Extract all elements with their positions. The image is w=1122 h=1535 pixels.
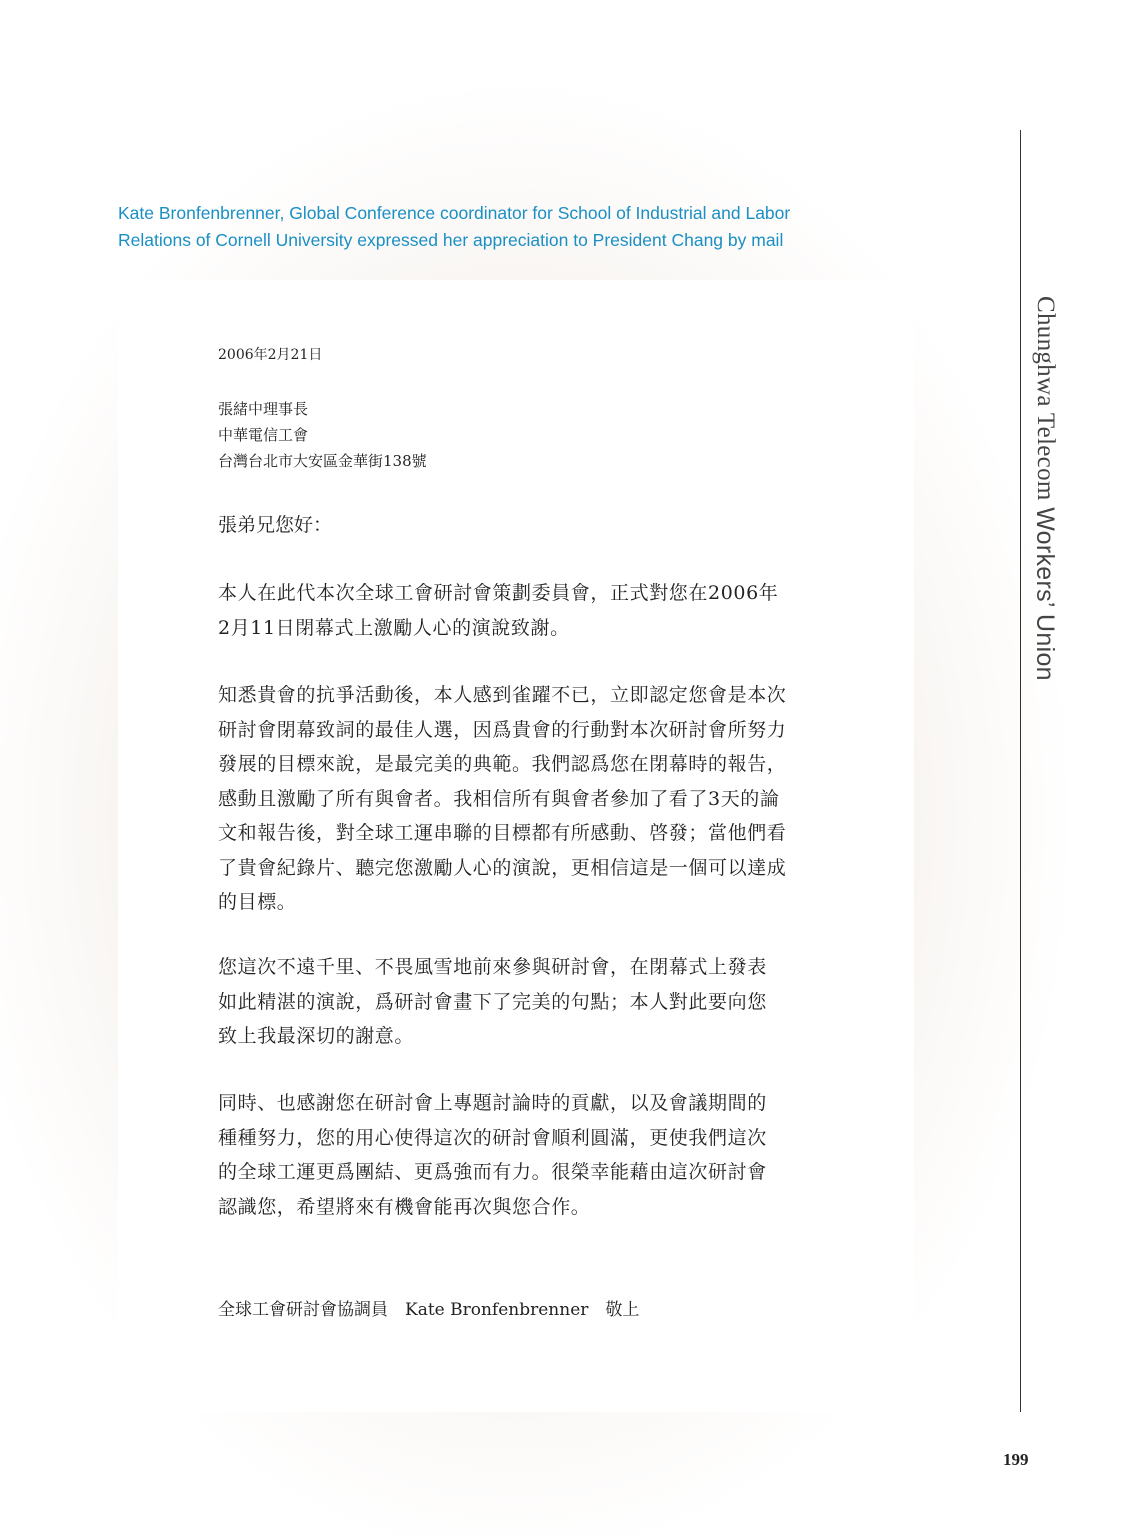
letter-paragraph-2 xyxy=(218,678,838,920)
paragraph-line: 發展的目標來說，是最完美的典範。我們認爲您在閉幕時的報告， xyxy=(218,753,787,775)
letter-signature: 全球工會研討會協調員 Kate Bronfenbrenner 敬上 xyxy=(218,1300,640,1320)
paragraph-line: 研討會閉幕致詞的最佳人選，因爲貴會的行動對本次研討會所努力 xyxy=(218,718,787,741)
paragraph-line: 知悉貴會的抗爭活動後，本人感到雀躍不已，立即認定您會是本次 xyxy=(218,684,787,706)
side-divider-line xyxy=(1020,130,1021,1412)
side-publication-title xyxy=(1030,296,1059,681)
letter-date: 2006年2月21日 xyxy=(218,347,323,363)
page-number: 199 xyxy=(1003,1450,1029,1469)
paragraph-line: 致上我最深切的謝意。 xyxy=(218,1025,415,1047)
address-line: 中華電信工會 xyxy=(218,426,309,444)
paragraph-line: 感動且激勵了所有與會者。我相信所有與會者參加了看了3天的論 xyxy=(218,787,780,810)
letter-greeting: 張弟兄您好： xyxy=(218,514,333,536)
photo-caption xyxy=(118,200,918,254)
caption-line-1: Kate Bronfenbrenner, Global Conference coordinator for School of Industrial and Labor xyxy=(118,203,791,223)
paragraph-line: 了貴會紀錄片、聽完您激勵人心的演說，更相信這是一個可以達成 xyxy=(218,856,787,879)
address-line: 台灣台北市大安區金華街138號 xyxy=(218,452,427,470)
paragraph-line: 如此精湛的演說，爲研討會畫下了完美的句點；本人對此要向您 xyxy=(218,990,767,1013)
paragraph-line: 本人在此代本次全球工會研討會策劃委員會，正式對您在2006年 xyxy=(218,582,779,604)
letter-paragraph-3 xyxy=(218,950,838,1054)
paragraph-line: 的目標。 xyxy=(218,891,297,913)
letter-paragraph-1 xyxy=(218,576,838,645)
paragraph-line: 您這次不遠千里、不畏風雪地前來參與研討會，在閉幕式上發表 xyxy=(218,956,767,978)
paragraph-line: 的全球工運更爲團結、更爲強而有力。很榮幸能藉由這次研討會 xyxy=(218,1161,767,1183)
paragraph-line: 同時、也感謝您在研討會上專題討論時的貢獻，以及會議期間的 xyxy=(218,1092,767,1114)
paragraph-line: 文和報告後，對全球工運串聯的目標都有所感動、啓發；當他們看 xyxy=(218,822,787,844)
address-line: 張緒中理事長 xyxy=(218,400,309,418)
side-title-part-2: Workers’ Union xyxy=(1031,507,1059,681)
paragraph-line: 認識您，希望將來有機會能再次與您合作。 xyxy=(218,1195,591,1218)
letter-sheet xyxy=(118,280,914,1412)
paragraph-line: 2月11日閉幕式上激勵人心的演說致謝。 xyxy=(218,616,570,639)
caption-line-2: Relations of Cornell University expressed her appreciation to President Chang by mail xyxy=(118,230,784,250)
paragraph-line: 種種努力，您的用心使得這次的研討會順利圓滿，更使我們這次 xyxy=(218,1126,767,1149)
letter-paragraph-4 xyxy=(218,1086,838,1224)
letter-address xyxy=(218,396,427,474)
side-title-part-1: Chunghwa Telecom xyxy=(1032,296,1059,508)
